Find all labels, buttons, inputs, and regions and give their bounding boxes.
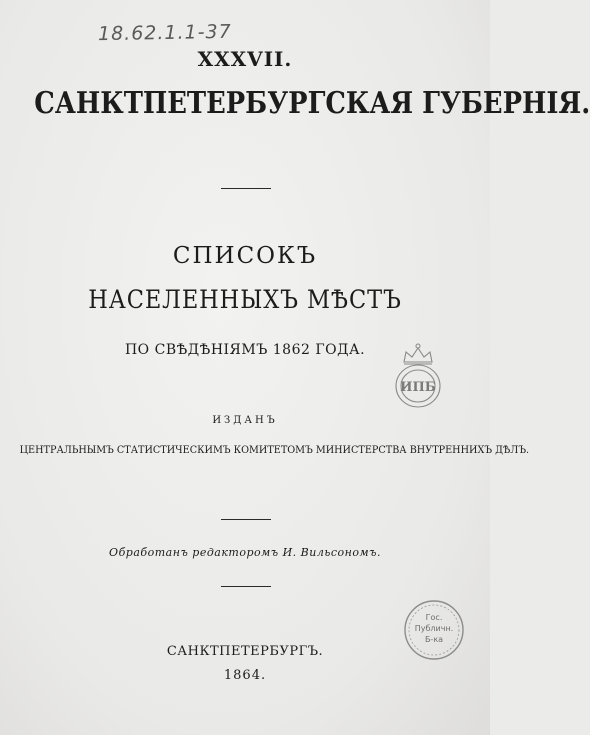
- divider-3: [221, 586, 271, 587]
- publisher-name: ЦЕНТРАЛЬНЫМЪ СТАТИСТИЧЕСКИМЪ КОМИТЕТОМЪ МИНИСТЕРСТВА ВНУТРЕННИХЪ ДѢЛЪ.: [19, 444, 530, 456]
- divider-2: [221, 519, 271, 520]
- library-crown-stamp: [388, 340, 448, 412]
- subtitle-populated-places: НАСЕЛЕННЫХЪ МѢСТЪ: [88, 285, 402, 314]
- library-stamp-monogram: ИПБ: [400, 380, 436, 395]
- publication-city: САНКТПЕТЕРБУРГЪ.: [166, 644, 324, 659]
- editor-credit: Обработанъ редакторомъ И. Вильсономъ.: [109, 546, 381, 559]
- subtitle-data-year: ПО СВѢДѢНІЯМЪ 1862 ГОДА.: [124, 342, 366, 358]
- publisher-label: ИЗДАНЪ: [212, 415, 278, 426]
- main-title: САНКТПЕТЕРБУРГСКАЯ ГУБЕРНІЯ.: [34, 86, 590, 121]
- stamp-line-2: Публичн.: [414, 624, 454, 633]
- handwritten-shelfmark: 18.62.1.1-37: [97, 20, 232, 46]
- divider-1: [221, 188, 271, 189]
- subtitle-list: СПИСОКЪ: [172, 243, 318, 269]
- publication-year: 1864.: [223, 668, 267, 683]
- stamp-line-3: Б-ка: [424, 635, 444, 644]
- stamp-line-1: Гос.: [425, 613, 443, 622]
- volume-number: XXXVII.: [197, 47, 293, 71]
